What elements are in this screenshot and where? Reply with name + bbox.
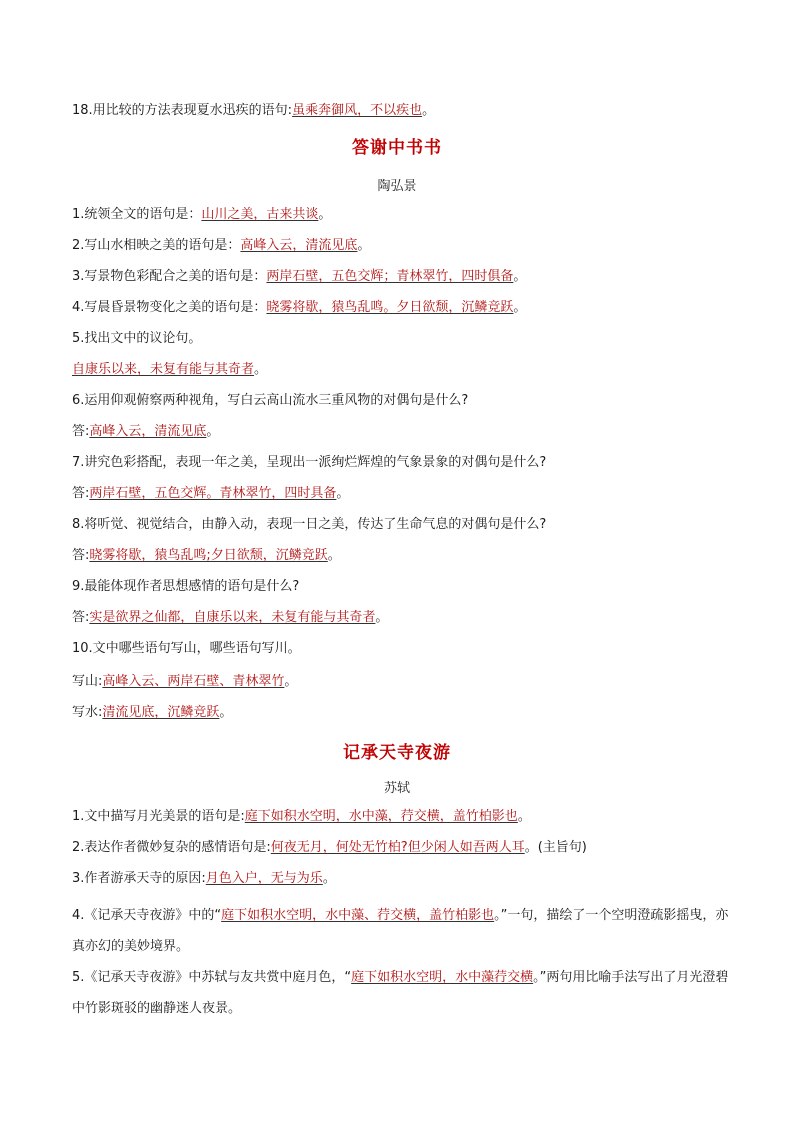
s1-q10-mountain bbox=[72, 672, 734, 692]
s2-q2 bbox=[72, 838, 734, 858]
s1-q4 bbox=[72, 298, 734, 318]
answer-text: 何夜无月，何处无竹柏?但少闲人如吾两人耳 bbox=[270, 840, 525, 855]
suffix-text: 。 bbox=[357, 238, 371, 253]
s1-q9-answer bbox=[72, 608, 734, 628]
answer-text: 实是欲界之仙都，自康乐以来，未复有能与其奇者 bbox=[89, 610, 376, 625]
suffix-text: 。 bbox=[219, 705, 233, 720]
answer-text: 高峰入云、两岸石壁、青林翠竹 bbox=[102, 674, 285, 689]
s1-q3 bbox=[72, 267, 734, 287]
s2-q4 bbox=[72, 900, 734, 962]
question-text: 5.找出文中的议论句。 bbox=[72, 331, 202, 346]
answer-text: 高峰入云，清流见底 bbox=[240, 238, 358, 253]
suffix-text: 。 bbox=[254, 362, 268, 377]
s1-q8-answer bbox=[72, 546, 734, 566]
s1-q9 bbox=[72, 577, 734, 597]
question-text: 8.将听觉、视觉结合，由静入动，表现一日之美，传达了生命气息的对偶句是什么? bbox=[72, 517, 547, 532]
s1-q6-answer bbox=[72, 422, 734, 442]
question-text: 5.《记承天寺夜游》中苏轼与友共赏中庭月色，“ bbox=[72, 970, 352, 985]
question-text: 7.讲究色彩搭配，表现一年之美，呈现出一派绚烂辉煌的气象景象的对偶句是什么? bbox=[72, 455, 547, 470]
section-title-dxzs: 答谢中书书 bbox=[352, 138, 442, 158]
answer-prefix: 答: bbox=[72, 424, 90, 439]
question-text: 1.文中描写月光美景的语句是: bbox=[72, 809, 245, 824]
suffix-text: 。 bbox=[284, 674, 298, 689]
question-text: 18.用比较的方法表现夏水迅疾的语句: bbox=[72, 103, 293, 118]
answer-text: 两岸石壁，五色交辉；青林翠竹，四时俱备 bbox=[266, 269, 514, 284]
s1-q5-answer bbox=[72, 360, 734, 380]
s1-q8 bbox=[72, 515, 734, 535]
suffix-text: 。(主旨句) bbox=[524, 840, 587, 855]
suffix-text: 。 bbox=[318, 207, 332, 222]
answer-text: 庭下如积水空明，水中藻荇交横 bbox=[351, 970, 534, 985]
suffix-text: 。 bbox=[517, 809, 531, 824]
question-text: 2.写山水相映之美的语句是： bbox=[72, 238, 241, 253]
item-18 bbox=[72, 101, 734, 121]
question-text: 10.文中哪些语句写山，哪些语句写川。 bbox=[72, 641, 301, 656]
answer-text: 庭下如积水空明，水中藻，荇交横，盖竹柏影也 bbox=[244, 809, 518, 824]
s2-q5 bbox=[72, 962, 734, 1024]
question-text: 2.表达作者微妙复杂的感情语句是: bbox=[72, 840, 271, 855]
s1-q2 bbox=[72, 236, 734, 256]
suffix-text: 。 bbox=[322, 871, 336, 886]
s1-q6 bbox=[72, 391, 734, 411]
question-text: 3.作者游承天寺的原因: bbox=[72, 871, 206, 886]
suffix-text: 。 bbox=[336, 486, 350, 501]
answer-text: 虽乘奔御风，不以疾也 bbox=[292, 103, 423, 118]
s1-q1 bbox=[72, 205, 734, 225]
suffix-text: 。”两句用比喻手法写出了月光澄碧中竹影斑驳的幽静迷人夜景。 bbox=[72, 970, 729, 1016]
s1-q5 bbox=[72, 329, 734, 349]
answer-prefix: 写水: bbox=[72, 705, 103, 720]
answer-text: 自康乐以来，未复有能与其奇者 bbox=[72, 362, 255, 377]
question-text: 6.运用仰观俯察两种视角，写白云高山流水三重风物的对偶句是什么? bbox=[72, 393, 469, 408]
answer-text: 庭下如积水空明，水中藻、荇交横，盖竹柏影也 bbox=[221, 908, 495, 923]
answer-prefix: 答: bbox=[72, 548, 90, 563]
answer-text: 清流见底，沉鳞竞跃 bbox=[102, 705, 220, 720]
section-author-dxzs: 陶弘景 bbox=[377, 179, 417, 194]
suffix-text: 。 bbox=[513, 269, 527, 284]
answer-text: 晓雾将歇，猿鸟乱鸣;夕日欲颓，沉鳞竞跃 bbox=[89, 548, 328, 563]
suffix-text: 。 bbox=[327, 548, 341, 563]
s1-q7 bbox=[72, 453, 734, 473]
s2-q1 bbox=[72, 807, 734, 827]
suffix-text: 。”一句，描绘了一个空明澄疏影摇曳，亦真亦幻的美妙境界。 bbox=[72, 908, 729, 954]
question-text: 4.《记承天寺夜游》中的“ bbox=[72, 908, 222, 923]
s2-q3 bbox=[72, 869, 734, 889]
answer-prefix: 写山: bbox=[72, 674, 103, 689]
question-text: 3.写景物色彩配合之美的语句是： bbox=[72, 269, 267, 284]
question-text: 9.最能体现作者思想感情的语句是什么? bbox=[72, 579, 300, 594]
suffix-text: 。 bbox=[375, 610, 389, 625]
answer-text: 晓雾将歇，猿鸟乱鸣。夕日欲颓，沉鳞竞跃 bbox=[266, 300, 514, 315]
answer-text: 两岸石壁，五色交辉。青林翠竹，四时具备 bbox=[89, 486, 337, 501]
s1-q10-water bbox=[72, 703, 734, 723]
question-text: 1.统领全文的语句是： bbox=[72, 207, 202, 222]
answer-prefix: 答: bbox=[72, 610, 90, 625]
answer-text: 高峰入云，清流见底 bbox=[89, 424, 207, 439]
section-author-jcts: 苏轼 bbox=[383, 781, 410, 796]
answer-prefix: 答: bbox=[72, 486, 90, 501]
s1-q10 bbox=[72, 639, 734, 659]
suffix-text: 。 bbox=[206, 424, 220, 439]
question-text: 4.写晨昏景物变化之美的语句是： bbox=[72, 300, 267, 315]
answer-text: 山川之美，古来共谈 bbox=[201, 207, 319, 222]
section-title-jcts: 记承天寺夜游 bbox=[343, 743, 451, 763]
suffix-text: 。 bbox=[422, 103, 436, 118]
s1-q7-answer bbox=[72, 484, 734, 504]
answer-text: 月色入户，无与为乐 bbox=[205, 871, 323, 886]
suffix-text: 。 bbox=[513, 300, 527, 315]
